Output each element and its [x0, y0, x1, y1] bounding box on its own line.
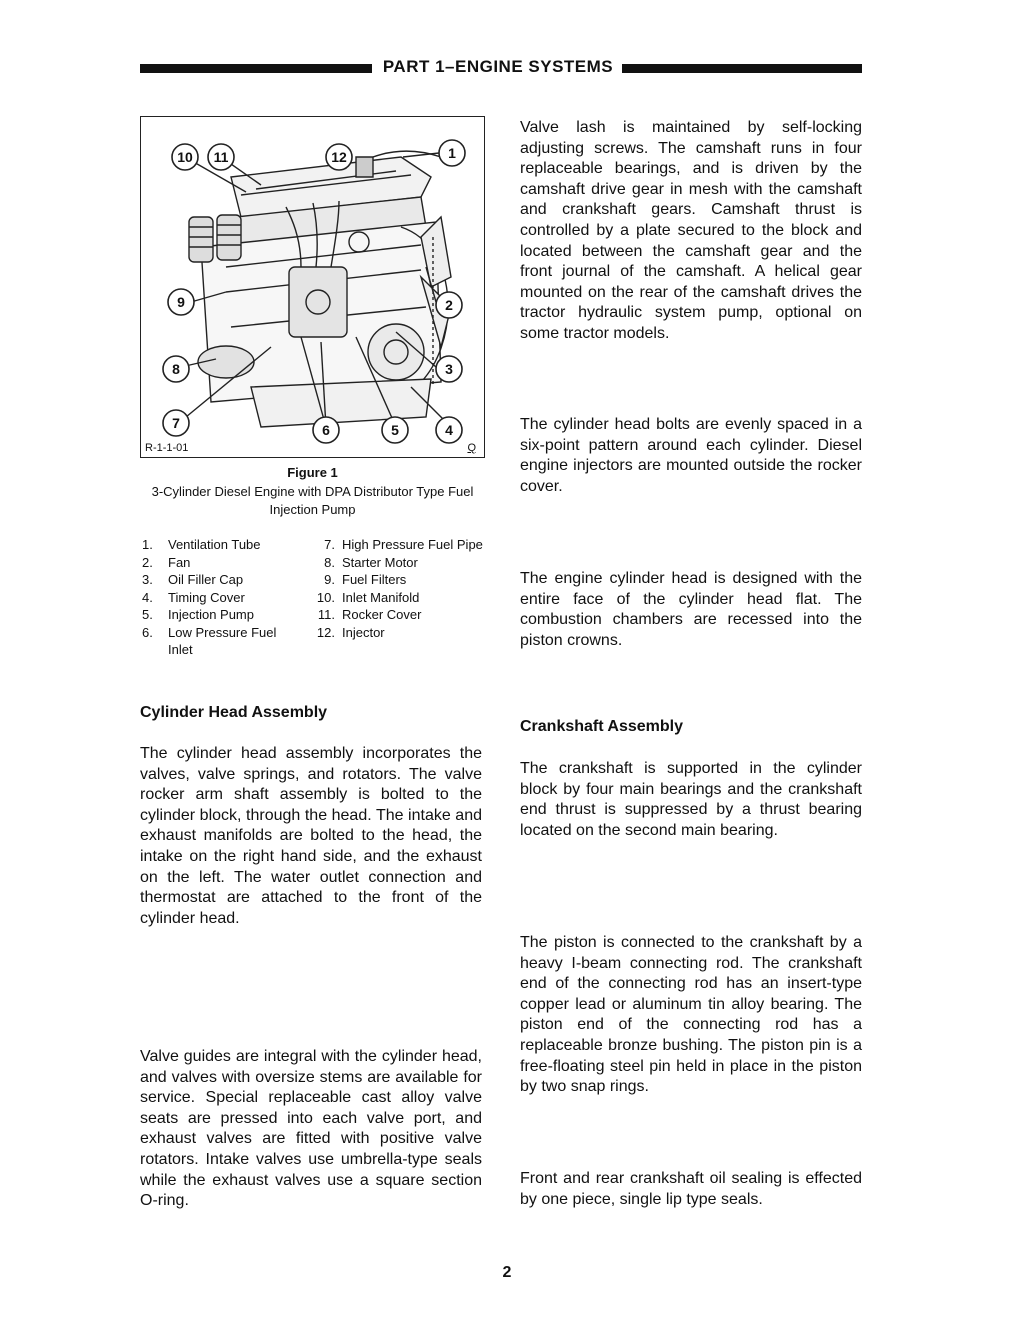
- figure-caption-title: Figure 1: [287, 465, 338, 480]
- paragraph-cylinder-head-assembly: The cylinder head assembly incorporates the valves, valve springs, and rotators. The valve rocker arm shaft assembly is bolted to the cylinder block, through the head. The intake and exhaust manifolds are bolted to the head, the intake on the right hand side, and the exhaust on the left. The water outlet connection and thermostat are attached to the front of the cylinder head.: [140, 745, 482, 927]
- engine-illustration: [141, 117, 485, 458]
- callout-1: 1: [448, 145, 456, 161]
- paragraph-valve-guides: Valve guides are integral with the cylinder head, and valves with oversize stems are available for service. Special replaceable cast alloy valve seats are pressed into each valve port, and exhaust valves are fitted with positive valve rotators. Intake valves use umbrella-type seals while the exhaust valves use a square section O-ring.: [140, 1048, 482, 1210]
- figure-legend-left: [142, 536, 302, 659]
- callout-12: 12: [331, 149, 347, 165]
- callout-3: 3: [445, 361, 453, 377]
- page-number: 2: [502, 1264, 512, 1281]
- header-rule-right: [622, 64, 862, 73]
- legend-item: 8. Starter Motor: [324, 554, 418, 570]
- paragraph-head-bolts: The cylinder head bolts are evenly spaced in a six-point pattern around each cylinder. Diesel engine injectors are mounted outside the rocker cover.: [520, 416, 862, 495]
- legend-item: 9. Fuel Filters: [324, 572, 407, 587]
- callout-10: 10: [177, 149, 193, 165]
- figure-mark: Q: [467, 442, 476, 454]
- page-header-title: PART 1–ENGINE SYSTEMS: [382, 57, 614, 76]
- callout-2: 2: [445, 297, 453, 313]
- callout-5: 5: [391, 422, 399, 438]
- callout-7: 7: [172, 415, 180, 431]
- paragraph-cylinder-head-flat: The engine cylinder head is designed with the entire face of the cylinder head flat. The combustion chambers are recessed into the piston crowns.: [520, 570, 862, 649]
- callout-8: 8: [172, 361, 180, 377]
- section-heading-cylinder-head: Cylinder Head Assembly: [140, 704, 328, 721]
- header-rule-left: [140, 64, 372, 73]
- paragraph-valve-lash: Valve lash is maintained by self-locking adjusting screws. The camshaft runs in four replaceable bearings, and is driven by the camshaft drive gear in mesh with the camshaft and crankshaft gears. Camshaft thrust is controlled by a plate secured to the block and located between the camshaft gear and the front journal of the camshaft. A helical gear mounted on the rear of the camshaft drives the tractor hydraulic system pump, optional on some tractor models.: [520, 119, 862, 342]
- figure-code: R-1-1-01: [145, 442, 189, 454]
- legend-item: 3. Oil Filler Cap: [142, 572, 244, 587]
- legend-item: 4. Timing Cover: [142, 589, 245, 605]
- section-heading-crankshaft: Crankshaft Assembly: [520, 718, 684, 735]
- callout-6: 6: [322, 422, 330, 438]
- engine-figure: [140, 116, 485, 458]
- callout-9: 9: [177, 294, 185, 310]
- legend-item: 11. Rocker Cover: [317, 607, 422, 622]
- paragraph-oil-sealing: Front and rear crankshaft oil sealing is effected by one piece, single lip type seals.: [520, 1170, 862, 1208]
- callout-4: 4: [445, 422, 453, 438]
- paragraph-crankshaft-support: The crankshaft is supported in the cylinder block by four main bearings and the crankshaft end thrust is suppressed by a thrust bearing located on the second main bearing.: [520, 760, 862, 839]
- legend-item: 7. High Pressure Fuel Pipe: [324, 537, 483, 552]
- legend-item: 1. Ventilation Tube: [142, 537, 261, 552]
- paragraph-connecting-rod: The piston is connected to the crankshaft by a heavy I-beam connecting rod. The crankshaft end of the connecting rod has an insert-type copper lead or aluminum tin alloy bearing. The piston end of the connecting rod has a replaceable bronze bushing. The piston pin is a free-floating steel pin held in place in the piston by two snap rings.: [520, 934, 862, 1096]
- figure-caption-text: 3-Cylinder Diesel Engine with DPA Distributor Type Fuel Injection Pump: [151, 484, 474, 517]
- legend-item: 12. Injector: [316, 624, 385, 640]
- callout-11: 11: [213, 149, 229, 165]
- legend-item: 6. Low Pressure Fuel Inlet: [142, 624, 277, 657]
- legend-item: 5. Injection Pump: [142, 607, 254, 622]
- legend-item: 10. Inlet Manifold: [316, 589, 420, 605]
- figure-legend-right: [300, 536, 500, 641]
- legend-item: 2. Fan: [142, 554, 191, 570]
